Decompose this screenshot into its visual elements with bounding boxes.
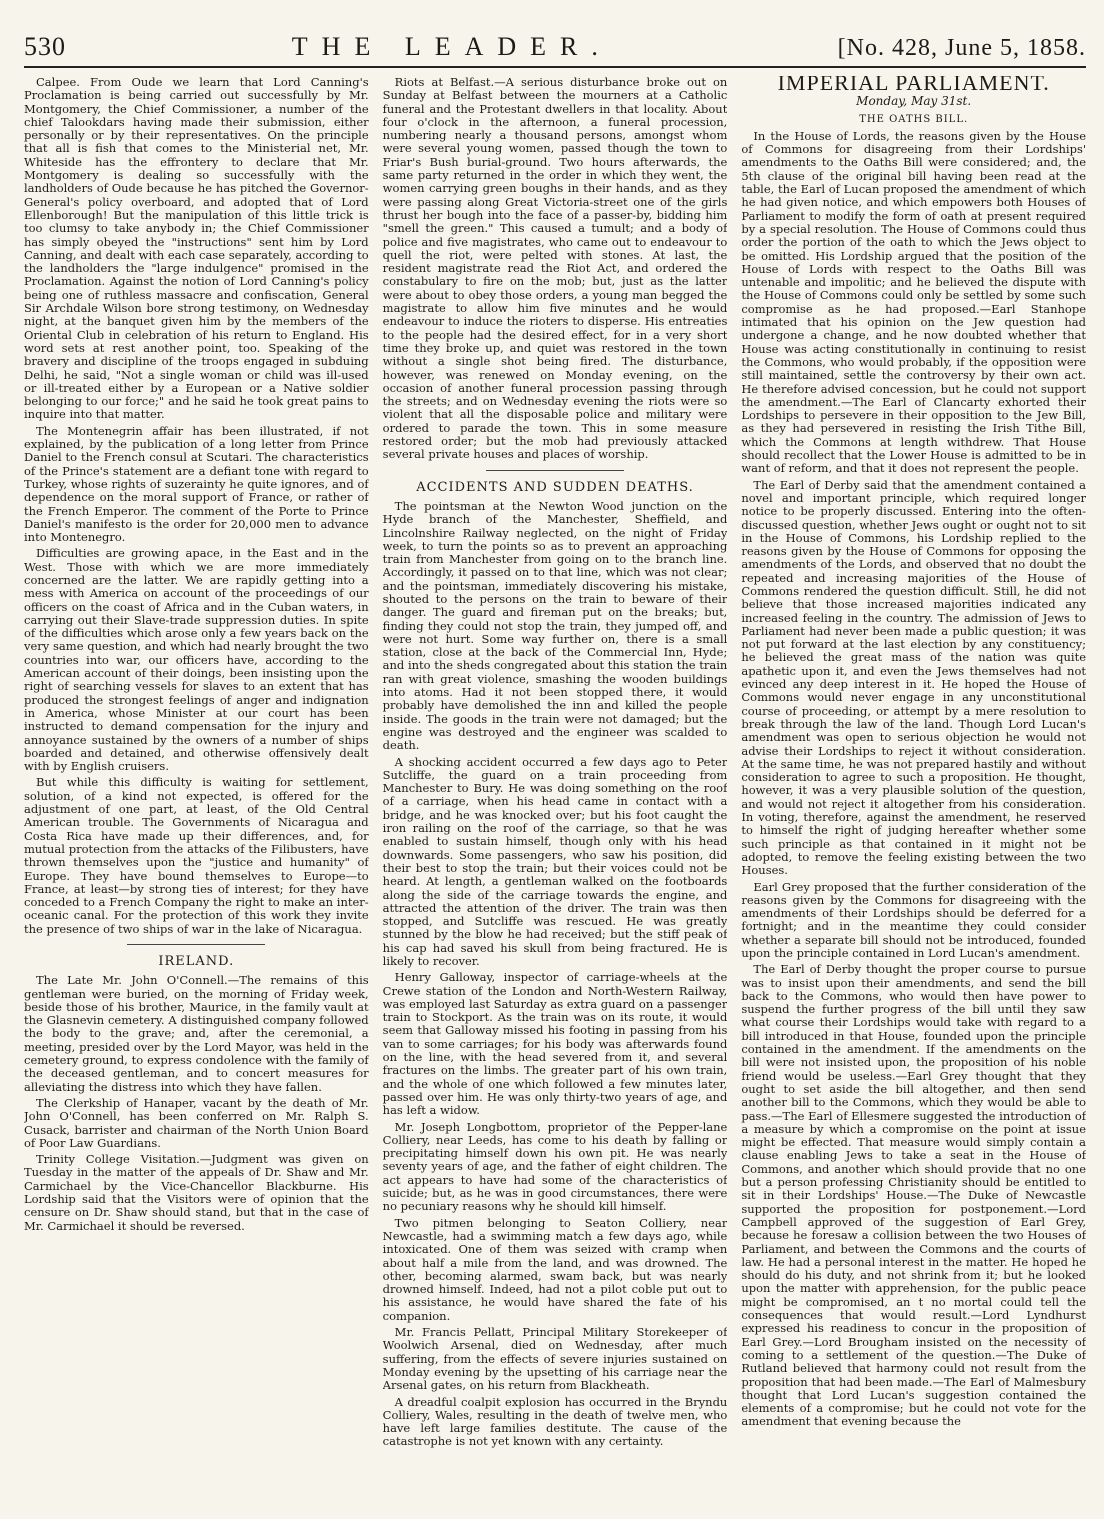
paragraph: The Earl of Derby said that the amendment contained a novel and important principle, which required longer notice to be properly discussed. Entering into the often-discussed question, whether Jews ought or ought not to sit in the House of Commons, his Lordship replied to the reasons given by the House of Commons for opposing the amendments of the Lords, and observed that no doubt the repeated and increasing majorities of the House of Commons rendered the question difficult. Still, he did not believe that those increased majorities indicated any increased feeling in the country. The admission of Jews to Parliament had never been made a public question; it was not put forward at the last election by any constituency; he believed the great mass of the nation was quite apathetic upon it, and even the Jews themselves had not evinced any deep interest in it. He hoped the House of Commons would never engage in any unconstitutional course of proceeding, or attempt by a mere resolution to break through the law of the land. Though Lord Lucan's amendment was open to serious objection he would not advise their Lordships to reject it without consideration. At the same time, he was not prepared hastily and without consideration to agree to such a proposition. He thought, however, it was a very plausible solution of the question, and would not reject it altogether from his consideration. In voting, therefore, against the amendment, he reserved to himself the right of judging hereafter whether some such principle as that contained in it might not be adopted, to remove the feeling existing between the two Houses.: [741, 477, 1087, 878]
columns: [24, 76, 1086, 1514]
paragraph: Mr. Joseph Longbottom, proprietor of the Pepper-lane Colliery, near Leeds, has come to his death by falling or precipitating himself down his own pit. He was nearly seventy years of age, and the father of eight children. The act appears to have had some of the characteristics of suicide; but, as he was in good circumstances, there were no pecuniary reasons why he should kill himself.: [382, 1119, 728, 1214]
session-date: Monday, May 31st.: [856, 94, 972, 109]
paragraph: The Clerkship of Hanaper, vacant by the death of Mr. John O'Connell, has been conferred on Mr. Ralph S. Cusack, barrister and chairman of the North Union Board of Poor Law Guardians.: [24, 1095, 369, 1150]
subheading-oaths-bill: THE OATHS BILL.: [859, 113, 969, 125]
paragraph: Earl Grey proposed that the further consideration of the reasons given by the Commons for disagreeing with the amendments of their Lordships should be deferred for a fortnight; and in the meantime they could consider whether a separate bill should not be introduced, founded upon the principle contained in Lord Lucan's amendment.: [741, 879, 1087, 960]
paragraph: Difficulties are growing apace, in the East and in the West. Those with which we are more immediately concerned are the latter. We are rapidly getting into a mess with America on account of the proceedings of our officers on the coast of Africa and in the Cuban waters, in carrying out their Slave-trade suppression duties. In spite of the difficulties which arose only a few years back on the very same question, and which had nearly brought the two countries into war, our officers have, according to the American account of their doings, been insisting upon the right of searching vessels for slaves to an extent that has produced the strongest feelings of anger and indignation in America, whose Minister at our court has been instructed to demand compensation for the injury and annoyance sustained by the owners of a number of ships boarded and detained, and otherwise offensively dealt with by English cruisers.: [24, 546, 369, 774]
section-heading-parliament: IMPERIAL PARLIAMENT.: [777, 76, 1050, 95]
column-2: [383, 76, 728, 1514]
column-3: [741, 76, 1086, 1514]
column-1: [24, 76, 369, 1514]
divider: [127, 944, 265, 945]
paragraph: Two pitmen belonging to Seaton Colliery, near Newcastle, had a swimming match a few days ago, while intoxicated. One of them was seized with cramp when about half a mile from the land, and was drowned. The other, becoming alarmed, swam back, but was nearly drowned himself. Indeed, had not a pilot coble put out to his assistance, he would have shared the fate of his companion.: [382, 1215, 728, 1323]
paragraph: Mr. Francis Pellatt, Principal Military Storekeeper of Woolwich Arsenal, died on Wednesday, after much suffering, from the effects of severe injuries sustained on Monday evening by the upsetting of his carriage near the Arsenal gates, on his return from Blackheath.: [382, 1325, 728, 1393]
divider: [486, 470, 624, 471]
masthead: [24, 22, 1086, 68]
paragraph: A dreadful coalpit explosion has occurred in the Bryndu Colliery, Wales, resulting in the death of twelve men, who have left large families destitute. The cause of the catastrophe is not yet known with any certainty.: [382, 1394, 728, 1449]
paragraph: Riots at Belfast.—A serious disturbance broke out on Sunday at Belfast between the mourners at a Catholic funeral and the Protestant dwellers in that locality. About four o'clock in the afternoon, a funeral procession, numbering nearly a thousand persons, amongst whom were several young women, passed though the town to Friar's Bush burial-ground. Two hours afterwards, the same party returned in the order in which they went, the women carrying green boughs in their hands, and as they were passing along Great Victoria-street one of the girls thrust her bough into the face of a passer-by, bidding him "smell the green." This caused a tumult; and a body of police and five magistrates, who came out to endeavour to quell the riot, were pelted with stones. At last, the resident magistrate read the Riot Act, and ordered the constabulary to fire on the mob; but, just as the latter were about to obey those orders, a young man begged the magistrate to allow him five minutes and he would endeavour to induce the rioters to disperse. His entreaties to the people had the desired effect, for in a very short time they broke up, and quiet was restored in the town without a single shot being fired. The disturbance, however, was renewed on Monday evening, on the occasion of another funeral procession passing through the streets; and on Wednesday evening the riots were so violent that all the disposable police and military were ordered to parade the town. This in some measure restored order; but the mob had previously attacked several private houses and places of worship.: [382, 76, 728, 462]
paragraph: In the House of Lords, the reasons given by the House of Commons for disagreeing from their Lordships' amendments to the Oaths Bill were considered; and, the 5th clause of the original bill having been read at the table, the Earl of Lucan proposed the amendment of which he had given notice, and which empowers both Houses of Parliament to modify the form of oath at present required by a special resolution. The House of Commons could thus order the portion of the oath to which the Jews object to be omitted. His Lordship argued that the position of the House of Lords with respect to the Oaths Bill was untenable and impolitic; and he believed the dispute with the House of Commons could only be settled by some such compromise as he had proposed.—Earl Stanhope intimated that his opinion on the Jew question had undergone a change, and he now doubted whether that House was acting constitutionally in continuing to resist the Commons, who would probably, if the opposition were still maintained, settle the controversy by their own act. He therefore advised concession, but he could not support the amendment.—The Earl of Clancarty exhorted their Lordships to persevere in their opposition to the Jew Bill, as they had persevered in resisting the Irish Tithe Bill, which the Commons at length withdrew. That House should recollect that the Lower House is admitted to be in want of reform, and that it does not represent the people.: [741, 128, 1087, 476]
page-number: 530: [24, 32, 66, 61]
issue-info: [No. 428, June 5, 1858.: [837, 35, 1086, 61]
section-heading-accidents: ACCIDENTS AND SUDDEN DEATHS.: [416, 479, 694, 495]
paragraph: Henry Galloway, inspector of carriage-wheels at the Crewe station of the London and North-Western Railway, was employed last Saturday as extra guard on a passenger train to Stockport. As the train was on its route, it would seem that Galloway missed his footing in passing from his van to some carriages; for his body was afterwards found on the line, with the head severed from it, and several fractures on the limbs. The greater part of his own train, and the whole of one which followed a few minutes later, passed over him. He was only thirty-two years of age, and has left a widow.: [382, 970, 728, 1118]
paragraph: The Earl of Derby thought the proper course to pursue was to insist upon their amendments, and send the bill back to the Commons, who would then have power to suspend the further progress of the bill until they saw what course their Lordships would take with regard to a bill introduced in that House, founded upon the principle contained in the amendment. If the amendments on the bill were not insisted upon, the proposition of his noble friend would be useless.—Earl Grey thought that they ought to set aside the bill altogether, and then send another bill to the Commons, which they would be able to pass.—The Earl of Ellesmere suggested the introduction of a measure by which a compromise on the point at issue might be effected. That measure would simply contain a clause enabling Jews to take a seat in the House of Commons, and another which should provide that no one but a person professing Christianity should be entitled to sit in their Lordships' House.—The Duke of Newcastle supported the proposition for postponement.—Lord Campbell approved of the suggestion of Earl Grey, because he foresaw a collision between the two Houses of Parliament, and between the Commons and the courts of law. He had a personal interest in the matter. He hoped he should do his duty, and not shrink from it; but he looked upon the matter with apprehension, for the public peace might be compromised, an t no mortal could tell the consequences that would result.—Lord Lyndhurst expressed his readiness to concur in the proposition of Earl Grey.—Lord Brougham insisted on the necessity of coming to a settlement of the question.—The Duke of Rutland believed that harmony could not result from the proposition that had been made.—The Earl of Malmesbury thought that Lord Lucan's suggestion contained the elements of a compromise; but he could not vote for the amendment that evening because the: [741, 962, 1087, 1429]
paragraph: The Late Mr. John O'Connell.—The remains of this gentleman were buried, on the morning of Friday week, beside those of his brother, Maurice, in the family vault at the Glasnevin cemetery. A distinguished company followed the body to the grave; and, after the ceremonial, a meeting, presided over by the Lord Mayor, was held in the cemetery ground, to express condolence with the family of the deceased gentleman, and to concert measures for alleviating the distress into which they have fallen.: [24, 973, 369, 1094]
paragraph: But while this difficulty is waiting for settlement, solution, of a kind not expected, is offered for the adjustment of one part, at least, of the Old Central American trouble. The Governments of Nicaragua and Costa Rica have made up their differences, and, for mutual protection from the attacks of the Filibusters, have thrown themselves upon the "justice and humanity" of Europe. They have bound themselves to Europe—to France, at least—by strong ties of interest; for they have conceded to a French Company the right to make an inter-oceanic canal. For the protection of this work they invite the presence of two ships of war in the lake of Nicaragua.: [24, 775, 369, 936]
paragraph: A shocking accident occurred a few days ago to Peter Sutcliffe, the guard on a train proceeding from Manchester to Bury. He was doing something on the roof of a carriage, when his head came in contact with a bridge, and he was knocked over; but his foot caught the iron railing on the roof of the carriage, so that he was enabled to sustain himself, though only with his head downwards. Some passengers, who saw his position, did their best to stop the train; but their voices could not be heard. At length, a gentleman walked on the footboards along the side of the carriage towards the engine, and attracted the attention of the driver. The train was then stopped, and Sutcliffe was rescued. He was greatly stunned by the blow he had received; but the stiff peak of his cap had saved his skull from being fractured. He is likely to recover.: [382, 754, 728, 968]
paragraph: Trinity College Visitation.—Judgment was given on Tuesday in the matter of the appeals of Dr. Shaw and Mr. Carmichael by the Vice-Chancellor Blackburne. His Lordship said that the Visitors were of opinion that the censure on Dr. Shaw should stand, but that in the case of Mr. Carmichael it should be reversed.: [24, 1152, 369, 1233]
paragraph: Calpee. From Oude we learn that Lord Canning's Proclamation is being carried out successfully by Mr. Montgomery, the Chief Commissioner, a number of the chief Talookdars having made their submission, either personally or by their representatives. On the principle that all is fish that comes to the Ministerial net, Mr. Whiteside has the effrontery to declare that Mr. Montgomery is dealing so successfully with the landholders of Oude because he has pitched the Governor-General's policy overboard, and adopted that of Lord Ellenborough! But the manipulation of this little trick is too clumsy to take anybody in; the Chief Commissioner has simply obeyed the "instructions" sent him by Lord Canning, and dealt with each case separately, according to the landholders the "large indulgence" promised in the Proclamation. Against the notion of Lord Canning's policy being one of ruthless massacre and confiscation, General Sir Archdale Wilson bore strong testimony, on Wednesday night, at the banquet given him by the members of the Oriental Club in celebration of his return to England. His word sets at rest another point, too. Speaking of the bravery and discipline of the troops engaged in subduing Delhi, he said, "Not a single woman or child was ill-used or ill-treated either by a European or a Native soldier belonging to our force;" and he said he took great pains to inquire into that matter.: [24, 76, 369, 422]
newspaper-title: THE LEADER.: [291, 32, 612, 61]
paragraph: The Montenegrin affair has been illustrated, if not explained, by the publication of a long letter from Prince Daniel to the French consul at Scutari. The characteristics of the Prince's statement are a defiant tone with regard to Turkey, whose rights of suzerainty he quite ignores, and of dependence on the moral support of France, or rather of the French Emperor. The comment of the Porte to Prince Daniel's manifesto is the order for 20,000 men to advance into Montenegro.: [24, 423, 369, 545]
section-heading-ireland: IRELAND.: [158, 954, 235, 969]
paragraph: The pointsman at the Newton Wood junction on the Hyde branch of the Manchester, Sheffield, and Lincolnshire Railway neglected, on the night of Friday week, to turn the points so as to prevent an approaching train from Manchester from going on to the branch line. Accordingly, it passed on to that line, which was not clear; and the pointsman, immediately discovering his mistake, shouted to the persons on the train to beware of their danger. The guard and fireman put on the breaks; but, finding they could not stop the train, they jumped off, and were not hurt. Some way further on, there is a small station, close at the back of the Commercial Inn, Hyde; and into the sheds congregated about this station the train ran with great violence, smashing the wooden buildings into atoms. Had it not been stopped there, it would probably have demolished the inn and killed the people inside. The goods in the train were not damaged; but the engine was destroyed and the engineer was scalded to death.: [382, 498, 728, 753]
